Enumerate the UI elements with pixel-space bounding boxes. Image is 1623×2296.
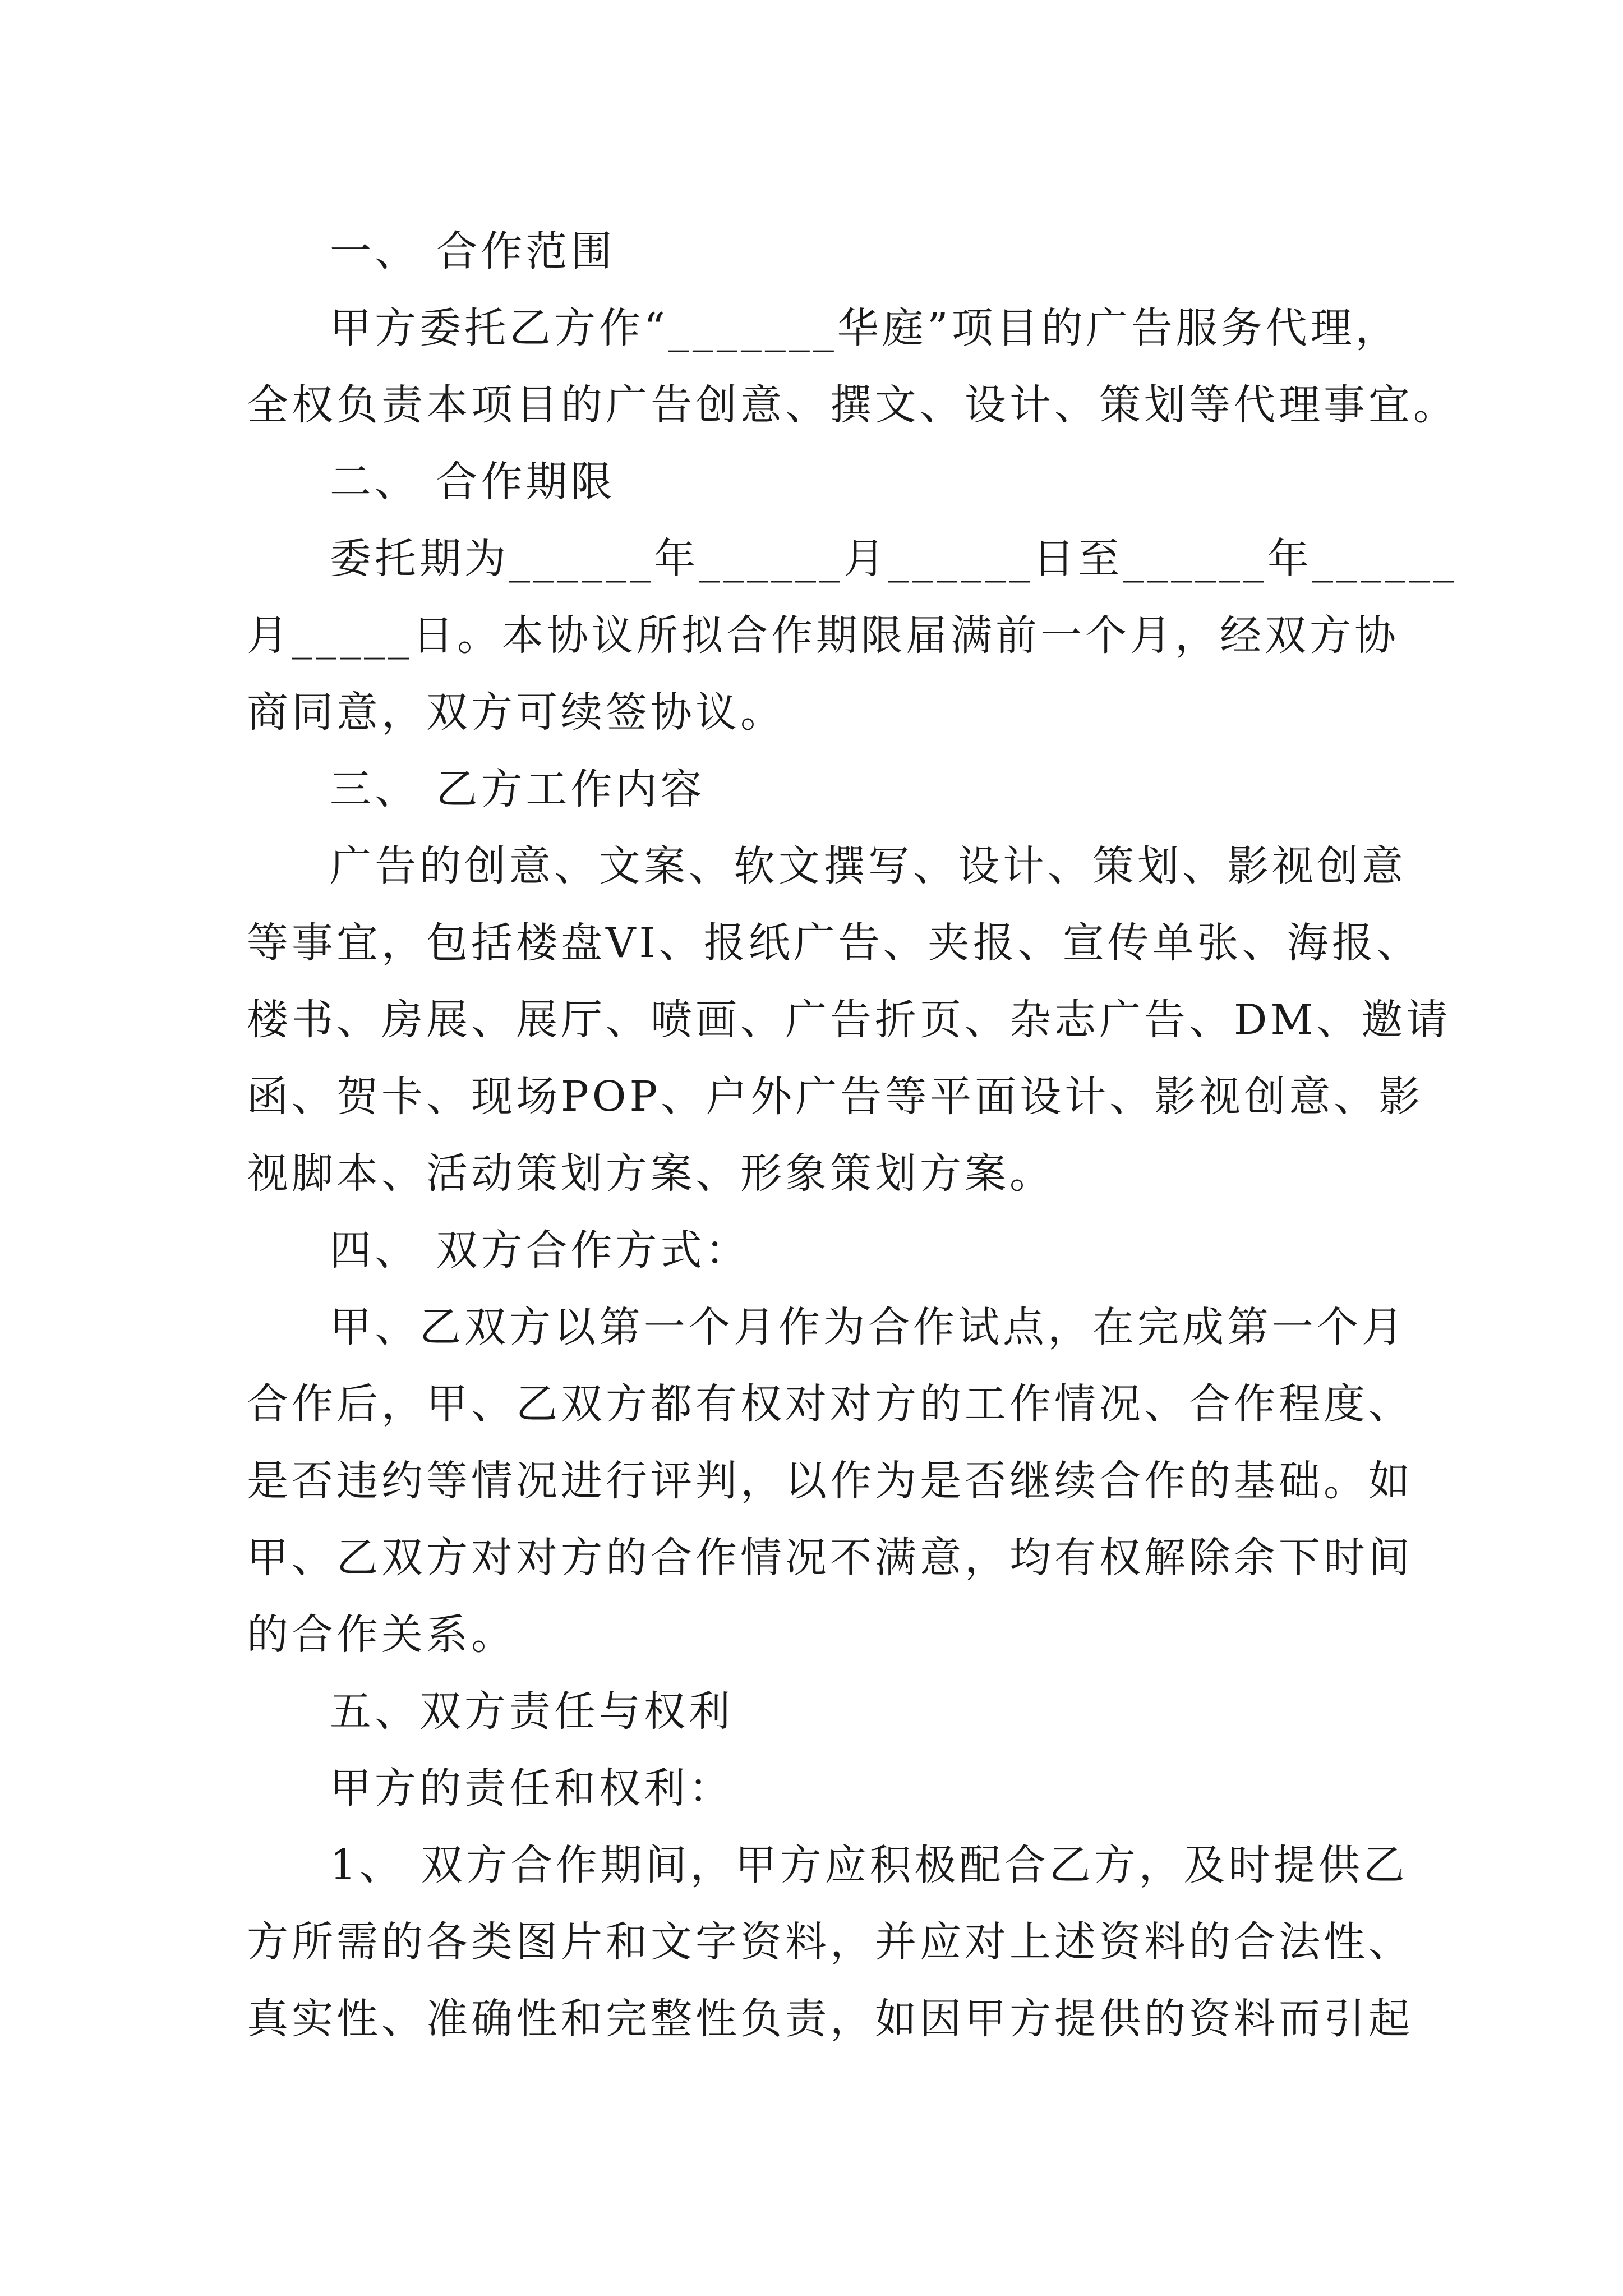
paragraph-line: 等事宜，包括楼盘VI、报纸广告、夹报、宣传单张、海报、 bbox=[247, 919, 1422, 967]
paragraph-line: 甲、乙双方对对方的合作情况不满意，均有权解除余下时间 bbox=[247, 1534, 1413, 1582]
document-body bbox=[247, 213, 1458, 2058]
heading-scope: 一、 合作范围 bbox=[330, 227, 616, 275]
paragraph-line: 月_____日。本协议所拟合作期限届满前一个月，经双方协 bbox=[247, 611, 1399, 660]
paragraph-line: 委托期为______年______月______日至______年______ bbox=[330, 535, 1457, 583]
paragraph-line: 是否违约等情况进行评判，以作为是否继续合作的基础。如 bbox=[247, 1457, 1413, 1505]
paragraph-line: 商同意，双方可续签协议。 bbox=[247, 688, 785, 737]
paragraph-line: 1、 双方合作期间，甲方应积极配合乙方，及时提供乙 bbox=[330, 1841, 1408, 1889]
paragraph-line: 方所需的各类图片和文字资料，并应对上述资料的合法性、 bbox=[247, 1918, 1413, 1966]
heading-responsibilities: 五、双方责任与权利 bbox=[330, 1687, 734, 1736]
paragraph-line: 甲方委托乙方作“_______华庭”项目的广告服务代理， bbox=[330, 304, 1400, 352]
heading-work-content: 三、 乙方工作内容 bbox=[330, 765, 706, 813]
paragraph-line: 视脚本、活动策划方案、形象策划方案。 bbox=[247, 1149, 1054, 1198]
paragraph-line: 合作后，甲、乙双方都有权对对方的工作情况、合作程度、 bbox=[247, 1380, 1413, 1428]
subheading-party-a: 甲方的责任和权利： bbox=[330, 1764, 734, 1812]
paragraph-line: 全权负责本项目的广告创意、撰文、设计、策划等代理事宜。 bbox=[247, 381, 1458, 429]
paragraph-line: 函、贺卡、现场POP、户外广告等平面设计、影视创意、影 bbox=[247, 1073, 1424, 1121]
paragraph-line: 楼书、房展、展厅、喷画、广告折页、杂志广告、DM、邀请 bbox=[247, 996, 1451, 1044]
paragraph-line: 真实性、准确性和完整性负责，如因甲方提供的资料而引起 bbox=[247, 1995, 1413, 2043]
heading-cooperation-mode: 四、 双方合作方式： bbox=[330, 1226, 750, 1274]
paragraph-line: 广告的创意、文案、软文撰写、设计、策划、影视创意 bbox=[330, 842, 1407, 890]
paragraph-line: 甲、乙双方以第一个月作为合作试点，在完成第一个月 bbox=[330, 1303, 1407, 1351]
heading-term: 二、 合作期限 bbox=[330, 458, 616, 506]
paragraph-line: 的合作关系。 bbox=[247, 1611, 516, 1659]
